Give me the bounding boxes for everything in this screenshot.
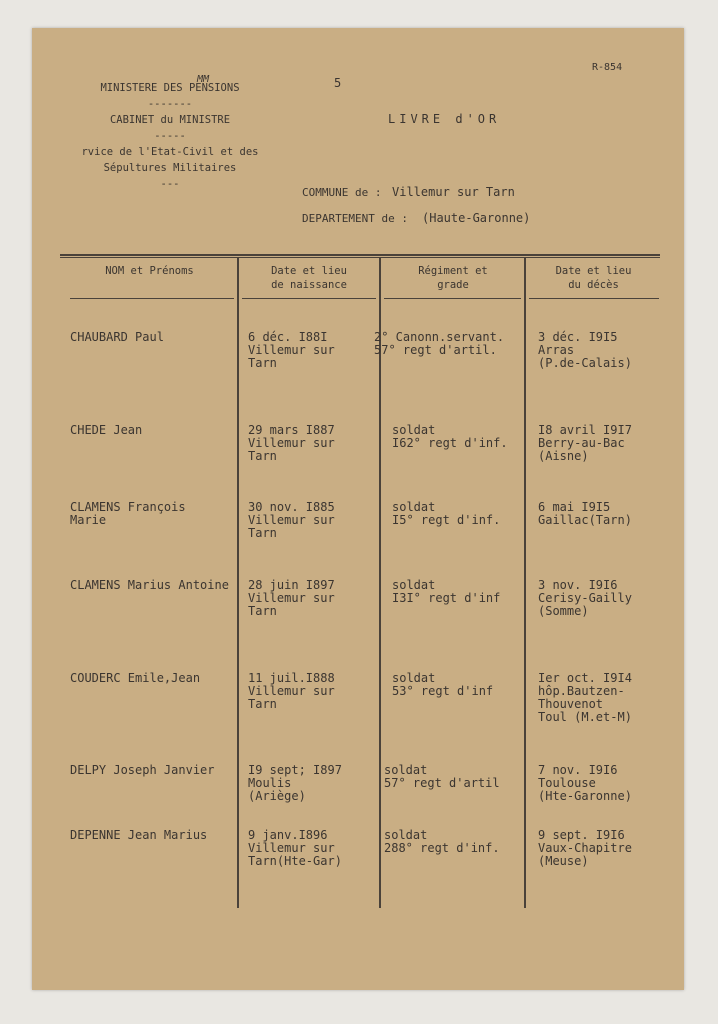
row-death: Ier oct. I9I4 hôp.Bautzen- Thouvenot Toul (M.et-M)	[538, 671, 632, 724]
table-top-rule	[60, 254, 660, 256]
row-death: 3 déc. I9I5 Arras (P.de-Calais)	[538, 330, 632, 370]
row-name: CHAUBARD Paul	[70, 330, 164, 344]
row-regiment: soldat I3I° regt d'inf	[392, 578, 501, 605]
column-divider	[524, 258, 526, 908]
separator: -----	[154, 130, 186, 142]
column-header-birth: Date et lieu de naissance	[271, 265, 347, 291]
row-name: DELPY Joseph Janvier	[70, 763, 215, 777]
column-header-name: NOM et Prénoms	[105, 265, 194, 277]
row-death: I8 avril I9I7 Berry-au-Bac (Aisne)	[538, 423, 632, 463]
ministry-name: MINISTERE DES PENSIONS	[100, 82, 240, 94]
column-divider	[237, 258, 239, 908]
commune-value: Villemur sur Tarn	[392, 185, 515, 199]
service-line-2: Sépultures Militaires	[103, 162, 237, 174]
row-regiment: 2° Canonn.servant. 57° regt d'artil.	[374, 330, 505, 357]
table-top-rule-thin	[60, 257, 660, 258]
handwritten-initials: MM	[197, 74, 210, 85]
row-regiment: soldat I5° regt d'inf.	[392, 500, 501, 527]
separator: -------	[147, 98, 193, 110]
page-number: 5	[334, 76, 342, 90]
commune-label: COMMUNE de :	[302, 186, 382, 199]
separator: ---	[160, 178, 180, 190]
departement-value: (Haute-Garonne)	[422, 211, 531, 225]
row-birth: 11 juil.I888 Villemur sur Tarn	[248, 671, 335, 711]
row-death: 6 mai I9I5 Gaillac(Tarn)	[538, 500, 632, 527]
row-regiment: soldat 53° regt d'inf	[392, 671, 494, 698]
row-birth: 9 janv.I896 Villemur sur Tarn(Hte-Gar)	[248, 828, 342, 868]
document-page	[32, 28, 684, 990]
row-name: CLAMENS François Marie	[70, 500, 186, 527]
header-underline	[70, 298, 234, 299]
row-birth: 30 nov. I885 Villemur sur Tarn	[248, 500, 335, 540]
row-regiment: soldat I62° regt d'inf.	[392, 423, 508, 450]
ministry-header	[70, 80, 270, 192]
row-name: DEPENNE Jean Marius	[70, 828, 208, 842]
row-birth: 6 déc. I88I Villemur sur Tarn	[248, 330, 335, 370]
row-birth: 29 mars I887 Villemur sur Tarn	[248, 423, 335, 463]
document-title: LIVRE d'OR	[388, 112, 501, 126]
row-name: CHEDE Jean	[70, 423, 143, 437]
row-death: 9 sept. I9I6 Vaux-Chapitre (Meuse)	[538, 828, 632, 868]
row-birth: 28 juin I897 Villemur sur Tarn	[248, 578, 335, 618]
row-birth: I9 sept; I897 Moulis (Ariège)	[248, 763, 342, 803]
service-line-1: rvice de l'Etat-Civil et des	[81, 146, 259, 158]
column-header-death: Date et lieu du décès	[555, 265, 632, 291]
row-name: CLAMENS Marius Antoine	[70, 578, 229, 592]
departement-label: DEPARTEMENT de :	[302, 212, 408, 225]
row-regiment: soldat 57° regt d'artil	[384, 763, 500, 790]
row-death: 3 nov. I9I6 Cerisy-Gailly (Somme)	[538, 578, 632, 618]
reference-number: R-854	[592, 62, 623, 73]
row-death: 7 nov. I9I6 Toulouse (Hte-Garonne)	[538, 763, 632, 803]
row-name: COUDERC Emile,Jean	[70, 671, 201, 685]
header-underline	[242, 298, 376, 299]
header-underline	[384, 298, 521, 299]
cabinet-name: CABINET du MINISTRE	[109, 114, 231, 126]
column-header-regiment: Régiment et grade	[418, 265, 488, 291]
row-regiment: soldat 288° regt d'inf.	[384, 828, 500, 855]
header-underline	[529, 298, 659, 299]
